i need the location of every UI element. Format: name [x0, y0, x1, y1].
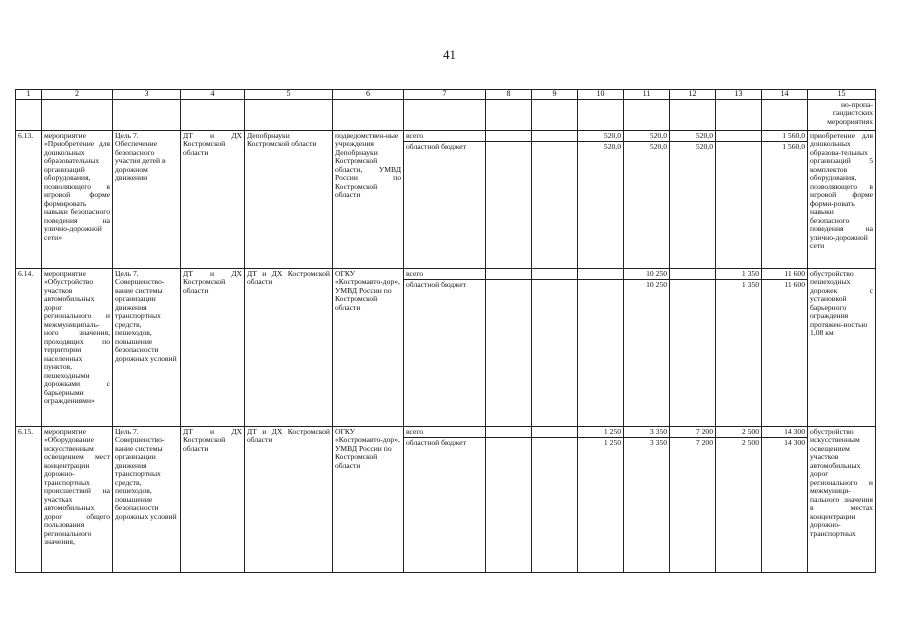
- header-row: [16, 90, 876, 100]
- goal-cell: Цель 7. Совершенство-вание системы организации движения транспортных средств, пешеходов, повышение безопасности дорожных условий: [113, 268, 181, 426]
- source-total: всего: [404, 131, 485, 142]
- program-table: [15, 89, 876, 573]
- customer-cell: ДТ и ДХ Костромской области: [181, 130, 245, 268]
- amount-cell: [670, 268, 716, 426]
- header-cell: 12: [670, 90, 716, 100]
- continuation-text: но-пропа- гандистских мероприятиях: [808, 99, 876, 130]
- header-cell: 4: [181, 90, 245, 100]
- table-row: [16, 130, 876, 268]
- header-cell: 8: [486, 90, 532, 100]
- amount-cell: 3 350 3 350: [624, 426, 670, 572]
- source-budget: областной бюджет: [406, 279, 466, 289]
- customer-cell: ДТ и ДХ Костромской области: [181, 268, 245, 426]
- participants-cell: ОГКУ «Костромавто-дор», УМВД России по Костромской области: [333, 426, 404, 572]
- executor-cell: Депобрнауки Костромской области: [245, 130, 333, 268]
- table-row: [16, 268, 876, 426]
- source-budget: областной бюджет: [406, 141, 466, 151]
- continuation-row: [16, 99, 876, 130]
- executor-cell: ДТ и ДХ Костромской области: [245, 426, 333, 572]
- source-cell: [404, 268, 486, 426]
- amount-cell: 520,0 520,0: [670, 130, 716, 268]
- source-total: всего: [404, 269, 485, 280]
- amount-cell: 520,0 520,0: [624, 130, 670, 268]
- amount-cell: [578, 268, 624, 426]
- header-cell: 1: [16, 90, 42, 100]
- row-id: 6.15.: [16, 426, 42, 572]
- source-budget: областной бюджет: [406, 437, 466, 447]
- result-cell: обустройство искусственным освещением участков автомобильных дорог регионального и межмуници-пального значения в местах концентрации дорожно-транспортных: [808, 426, 876, 572]
- amount-cell: [716, 130, 762, 268]
- goal-cell: Цель 7. Обеспечение безопасного участия детей в дорожном движении: [113, 130, 181, 268]
- header-cell: 6: [333, 90, 404, 100]
- row-id: 6.13.: [16, 130, 42, 268]
- event-cell: мероприятие «Приобретение для дошкольных образовательных организаций оборудования, позволяющего в игровой форме формировать навыки безопасного поведения на улично-дорожной сети»: [42, 130, 113, 268]
- header-cell: 3: [113, 90, 181, 100]
- header-cell: 14: [762, 90, 808, 100]
- event-cell: мероприятие «Обустройство участков автомобильных дорог регионального и межмуниципаль-ного значения, проходящих по территории населенных пунктов, пешеходными дорожками с барьерными ограждениями»: [42, 268, 113, 426]
- header-cell: 15: [808, 90, 876, 100]
- header-cell: 11: [624, 90, 670, 100]
- header-cell: 13: [716, 90, 762, 100]
- header-cell: 2: [42, 90, 113, 100]
- header-cell: 5: [245, 90, 333, 100]
- header-cell: 10: [578, 90, 624, 100]
- event-cell: мероприятие «Оборудование искусственным освещением мест концентрации дорожно-транспортных происшествий на участках автомобильных дорог общего пользования регионального значения,: [42, 426, 113, 572]
- goal-cell: Цель 7. Совершенство-вание системы организации движения транспортных средств, пешеходов, повышение безопасности дорожных условий: [113, 426, 181, 572]
- row-id: 6.14.: [16, 268, 42, 426]
- result-cell: обустройство пешеходных дорожек с установкой барьерного ограждения протяжен-ностью 1,08 км: [808, 268, 876, 426]
- result-cell: приобретение для дошкольных образова-тельных организаций 5 комплектов оборудования, позволяющего в игровой форме форми-ровать навыки безопасного поведения на улично-дорожной сети: [808, 130, 876, 268]
- page-number: 41: [443, 47, 456, 62]
- customer-cell: ДТ и ДХ Костромской области: [181, 426, 245, 572]
- header-cell: 9: [532, 90, 578, 100]
- source-cell: [404, 426, 486, 572]
- participants-cell: подведомствен-ные учреждения Депобрнауки Костромской области, УМВД России по Костромской области: [333, 130, 404, 268]
- amount-cell: 10 250 10 250: [624, 268, 670, 426]
- participants-cell: ОГКУ «Костромавто-дор», УМВД России по Костромской области: [333, 268, 404, 426]
- amount-cell: 2 500 2 500: [716, 426, 762, 572]
- table-row: [16, 426, 876, 572]
- amount-cell: 1 350 1 350: [716, 268, 762, 426]
- amount-cell: 11 600 11 600: [762, 268, 808, 426]
- amount-cell: 7 200 7 200: [670, 426, 716, 572]
- source-total: всего: [404, 427, 485, 438]
- source-cell: [404, 130, 486, 268]
- amount-cell: 520,0 520,0: [578, 130, 624, 268]
- amount-cell: 14 300 14 300: [762, 426, 808, 572]
- amount-cell: 1 250 1 250: [578, 426, 624, 572]
- amount-cell: 1 560,0 1 560,0: [762, 130, 808, 268]
- header-cell: 7: [404, 90, 486, 100]
- executor-cell: ДТ и ДХ Костромской области: [245, 268, 333, 426]
